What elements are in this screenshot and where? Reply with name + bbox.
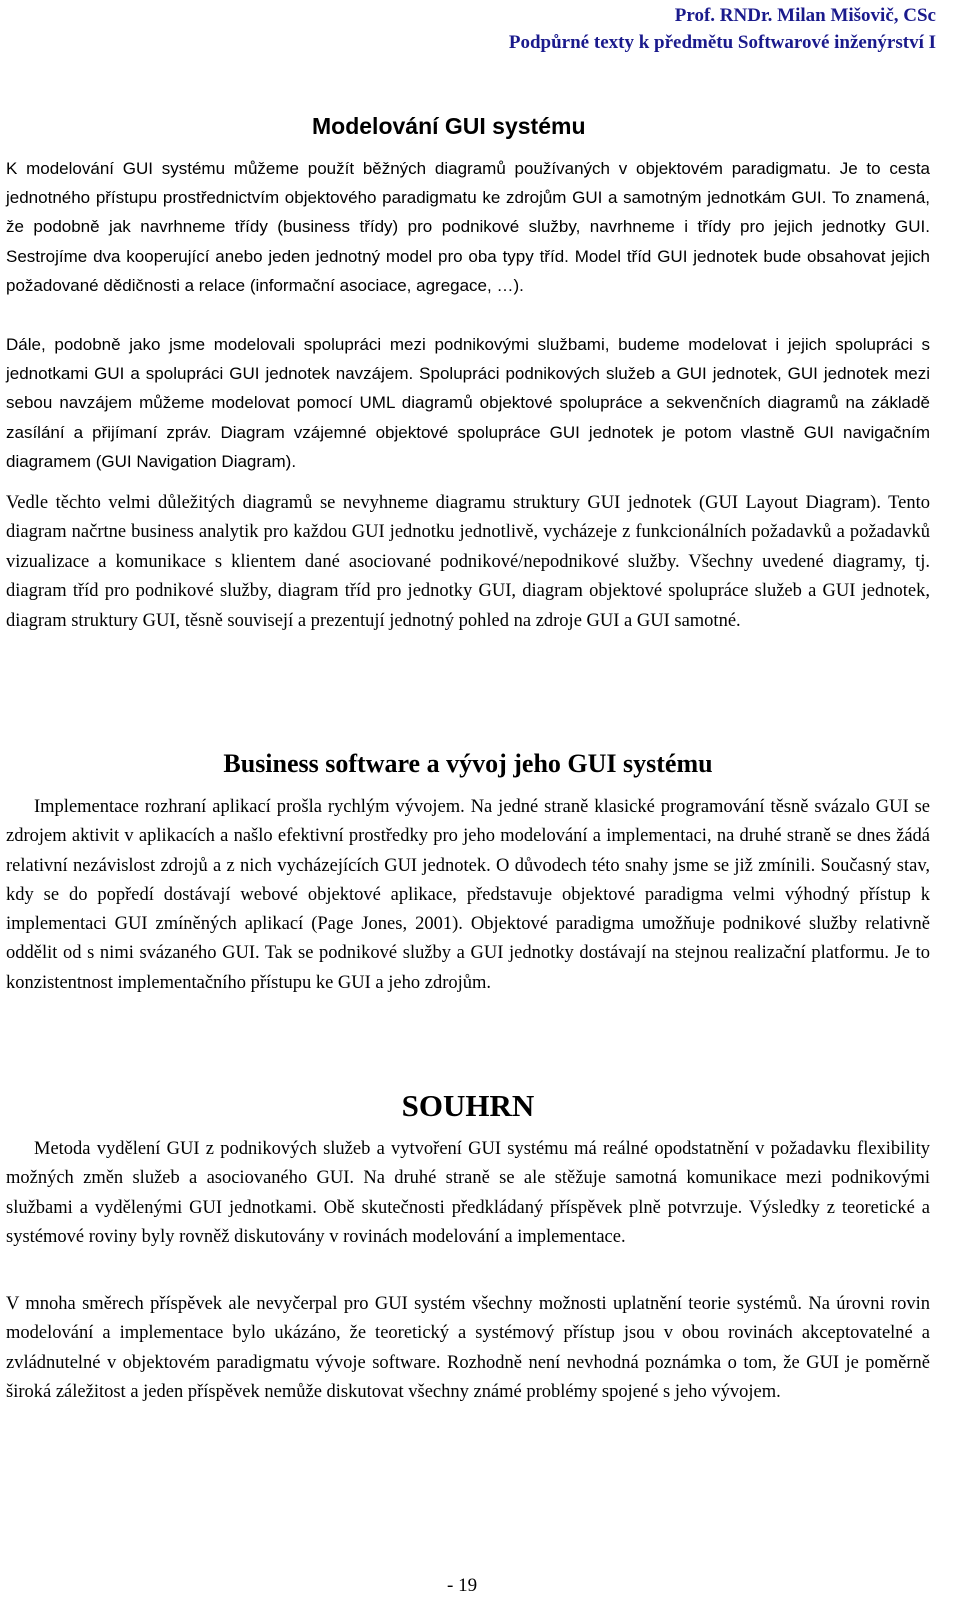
header-course-subtitle: Podpůrné texty k předmětu Softwarové inženýrství I bbox=[508, 32, 936, 53]
paragraph-gui-layout-diagram: Vedle těchto velmi důležitých diagramů se nevyhneme diagramu struktury GUI jednotek (GUI Layout Diagram). Tento diagram načrtne business analytik pro každou GUI jednotku jednotlivě, vycházeje z funkcionálních požadavků a požadavků vizualizace a komunikace s klientem dané asociované podnikové/nepodnikové služby. Všechny uvedené diagramy, tj. diagram tříd pro podnikové služby, diagram tříd pro jednotky GUI, diagram objektové spolupráce služeb a GUI jednotek, diagram struktury GUI, těsně souvisejí a prezentují jednotný pohled na zdroje GUI a GUI samotné. bbox=[6, 493, 930, 631]
section-title-summary: SOUHRN bbox=[401, 1088, 535, 1123]
paragraph-gui-modeling-intro: K modelování GUI systému můžeme použít běžných diagramů používaných v objektovém paradigmatu. Je to cesta jednotného přístupu prostřednictvím objektového paradigmatu ke zdrojům GUI a samotným jednotkám GUI. To znamená, že podobně jak navrhneme třídy (business třídy) pro podnikové služby, navrhneme i třídy pro jejich jednotky GUI. Sestrojíme dva kooperující anebo jeden jednotný model pro oba typy tříd. Model tříd GUI jednotek bude obsahovat jejich požadované dědičnosti a relace (informační asociace, agregace, …). bbox=[6, 159, 930, 295]
section-title-business-software: Business software a vývoj jeho GUI systému bbox=[223, 749, 713, 778]
paragraph-gui-cooperation: Dále, podobně jako jsme modelovali spolupráci mezi podnikovými službami, budeme modelovat i jejich spolupráci s jednotkami GUI a spolupráci GUI jednotek navzájem. Spolupráci podnikových služeb a GUI jednotek, GUI jednotek mezi sebou navzájem můžeme modelovat pomocí UML diagramů objektové spolupráce a sekvenčních diagramů na základě zasílání a přijímaní zpráv. Diagram vzájemné objektové spolupráce GUI jednotek je potom vlastně GUI navigačním diagramem (GUI Navigation Diagram). bbox=[6, 335, 930, 471]
header-author: Prof. RNDr. Milan Mišovič, CSc bbox=[674, 5, 936, 26]
section-title-gui-modeling: Modelování GUI systému bbox=[312, 113, 586, 139]
paragraph-business-software: Implementace rozhraní aplikací prošla rychlým vývojem. Na jedné straně klasické programování těsně svázalo GUI se zdrojem aktivit v aplikacích a našlo efektivní prostředky pro jeho modelování a implementaci, na druhé straně se dnes žádá relativní nezávislost zdrojů a z nich vycházejících GUI jednotek. O důvodech této snahy jsme se již zmínili. Současný stav, kdy se do popředí dostávají webové objektové aplikace, představuje objektové paradigma velmi výhodný přístup k implementaci GUI zmíněných aplikací (Page Jones, 2001). Objektové paradigma umožňuje podnikové služby relativně oddělit od s nimi svázaného GUI. Tak se podnikové služby a GUI jednotky dostávají na stejnou realizační platformu. Je to konzistentnost implementačního přístupu ke GUI a jeho zdrojům. bbox=[6, 797, 930, 993]
page-header bbox=[509, 2, 936, 56]
page-number: - 19 bbox=[447, 1575, 478, 1596]
paragraph-summary-1: Metoda vydělení GUI z podnikových služeb a vytvoření GUI systému má reálné opodstatnění v požadavku flexibility možných změn služeb a asociovaného GUI. Na druhé straně se ale stěžuje samotná komunikace mezi podnikovými službami a vydělenými GUI jednotkami. Obě skutečnosti předkládaný příspěvek plně potvrzuje. Výsledky z teoretické a systémové roviny byly rovněž diskutovány v rovinách modelování a implementace. bbox=[6, 1139, 930, 1247]
paragraph-summary-2: V mnoha směrech příspěvek ale nevyčerpal pro GUI systém všechny možnosti uplatnění teorie systémů. Na úrovni rovin modelování a implementace bylo ukázáno, že teoretický a systémový přístup jsou v obou rovinách akceptovatelné a zvládnutelné v objektovém paradigmatu vývoje software. Rozhodně není nevhodná poznámka o tom, že GUI je poměrně široká záležitost a jeden příspěvek nemůže diskutovat všechny známé problémy spojené s jeho vývojem. bbox=[6, 1294, 930, 1402]
